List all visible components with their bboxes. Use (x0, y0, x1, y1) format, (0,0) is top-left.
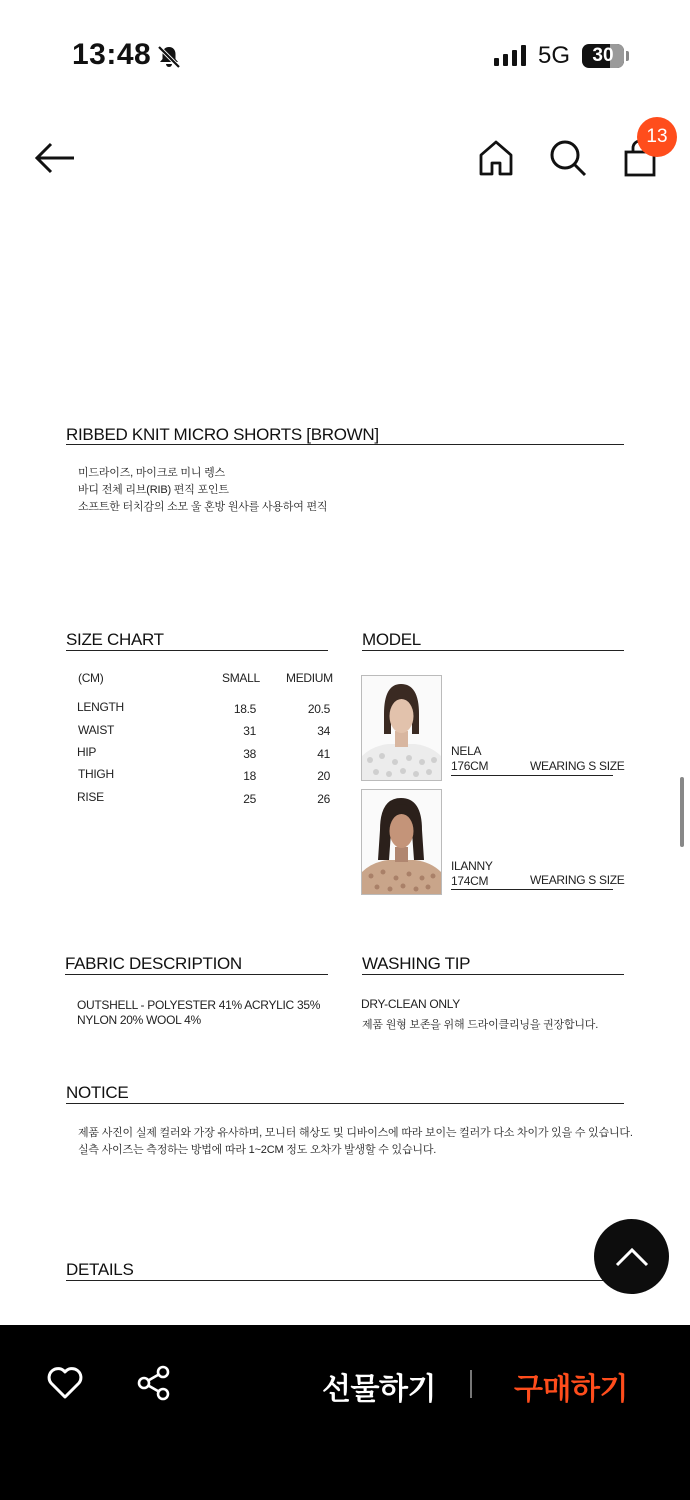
heart-icon[interactable] (46, 1366, 84, 1405)
bottom-divider (470, 1370, 472, 1398)
model-name: ILANNY (451, 859, 493, 873)
size-cell: 38 (243, 747, 256, 761)
model-name: NELA (451, 744, 482, 758)
product-desc-line: 소프트한 터치감의 소모 울 혼방 원사를 사용하여 편직 (78, 501, 328, 513)
product-desc-line: 바디 전체 리브(RIB) 편직 포인트 (78, 484, 229, 496)
battery-cap (626, 51, 629, 61)
share-icon[interactable] (136, 1365, 172, 1406)
bell-off-icon (156, 44, 182, 75)
model-rule (362, 650, 624, 651)
scrollbar[interactable] (680, 777, 684, 847)
model-rule (451, 889, 613, 890)
back-arrow-icon[interactable] (34, 140, 76, 181)
fabric-line: OUTSHELL - POLYESTER 41% ACRYLIC 35% (77, 998, 321, 1012)
size-chart-rule (66, 650, 328, 651)
battery-icon (582, 44, 624, 68)
buy-button[interactable]: 구매하기 (514, 1373, 628, 1406)
size-cell: 26 (317, 792, 330, 806)
signal-icon (494, 44, 526, 66)
chevron-up-icon (615, 1247, 649, 1267)
size-cell: 18 (243, 769, 256, 783)
model-photo (361, 675, 442, 781)
size-column-header: SMALL (222, 671, 260, 685)
fabric-line: NYLON 20% WOOL 4% (77, 1013, 201, 1027)
size-row-label: LENGTH (77, 700, 124, 714)
details-title: DETAILS (66, 1260, 134, 1279)
battery-level: 30 (592, 45, 614, 66)
notice-line: 제품 사진이 실제 컬러와 가장 유사하며, 모니터 해상도 및 디바이스에 따라 보이는 컬러가 다소 차이가 있을 수 있습니다. (78, 1127, 633, 1139)
washing-line: DRY-CLEAN ONLY (361, 997, 460, 1011)
size-cell: 34 (317, 724, 330, 738)
search-icon[interactable] (548, 138, 588, 183)
notice-title: NOTICE (66, 1083, 129, 1102)
scroll-top-button[interactable] (594, 1219, 669, 1294)
washing-rule (362, 974, 624, 975)
size-column-header: MEDIUM (286, 671, 333, 685)
home-icon[interactable] (478, 139, 514, 182)
size-chart-title: SIZE CHART (66, 630, 164, 649)
size-cell: 20 (317, 769, 330, 783)
size-row-label: WAIST (78, 723, 115, 737)
model-title: MODEL (362, 630, 421, 649)
washing-line: 제품 원형 보존을 위해 드라이클리닝을 권장합니다. (362, 1019, 599, 1031)
size-cell: 20.5 (307, 702, 330, 716)
size-cell: 41 (317, 747, 330, 761)
bottom-action-bar (0, 1325, 690, 1500)
washing-title: WASHING TIP (362, 954, 471, 973)
size-cell: 25 (243, 792, 256, 806)
fabric-title: FABRIC DESCRIPTION (65, 954, 242, 973)
notice-rule (66, 1103, 624, 1104)
size-row-label: RISE (77, 790, 104, 804)
size-chart-unit: (CM) (78, 671, 104, 685)
model-wearing: WEARING S SIZE (530, 873, 625, 887)
size-cell: 18.5 (233, 702, 256, 716)
model-wearing: WEARING S SIZE (530, 759, 625, 773)
details-rule (66, 1280, 624, 1281)
product-title: RIBBED KNIT MICRO SHORTS [BROWN] (66, 425, 379, 444)
status-time: 13:48 (72, 38, 152, 71)
notice-line: 실측 사이즈는 측정하는 방법에 따라 1~2CM 정도 오차가 발생할 수 있습니다. (78, 1144, 437, 1156)
model-height: 176CM (451, 759, 489, 773)
gift-button[interactable]: 선물하기 (322, 1373, 436, 1406)
fabric-rule (65, 974, 328, 975)
model-height: 174CM (451, 874, 489, 888)
title-rule (66, 444, 624, 445)
size-cell: 31 (243, 724, 256, 738)
model-rule (451, 775, 613, 776)
network-type: 5G (538, 42, 571, 69)
size-row-label: HIP (77, 745, 97, 759)
size-row-label: THIGH (78, 767, 114, 781)
product-desc-line: 미드라이즈, 마이크로 미니 렝스 (78, 467, 225, 479)
model-photo (361, 789, 442, 895)
cart-count-badge: 13 (637, 117, 677, 157)
